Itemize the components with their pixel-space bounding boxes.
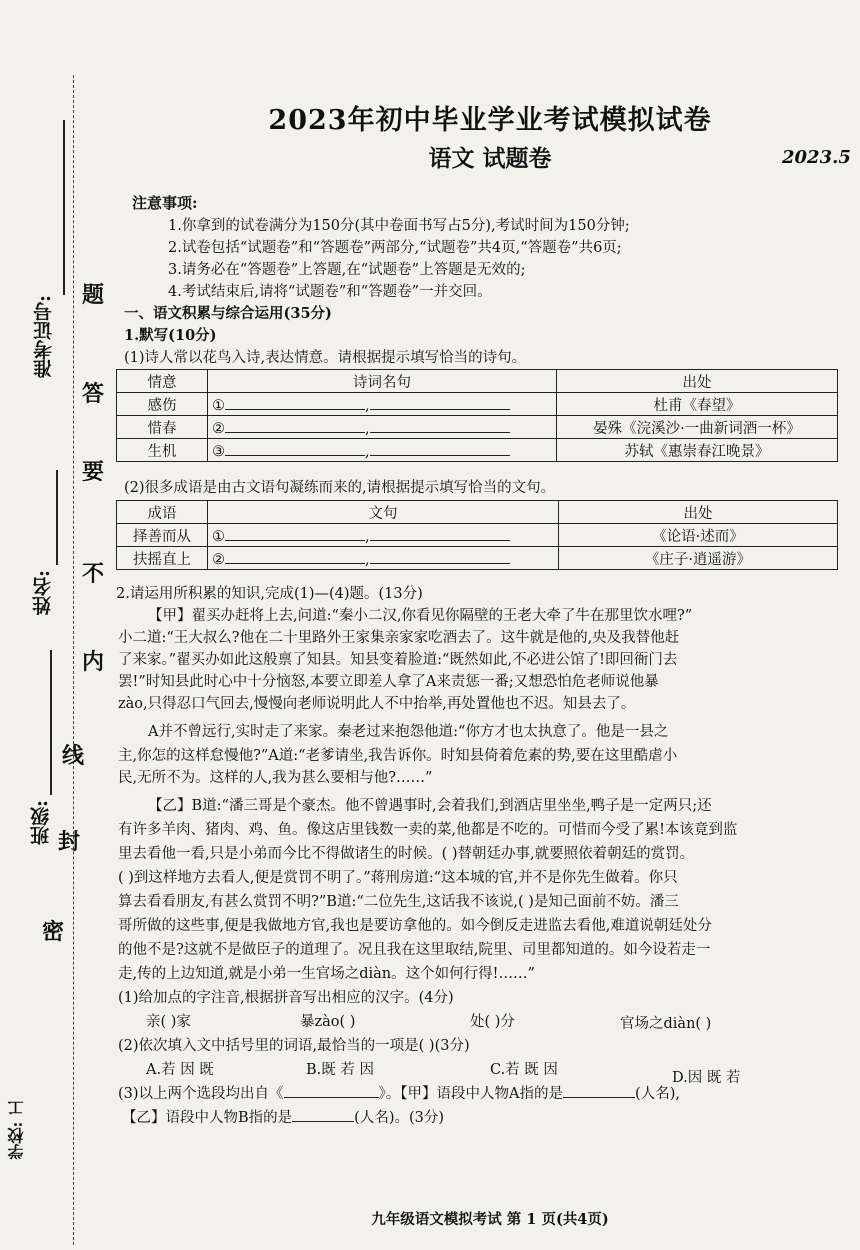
sub3-line2: 【乙】语段中人物B指的是 (人名)。(3分) [122, 1106, 444, 1127]
page-footer: 九年级语文模拟考试 第 1 页(共4页) [371, 1211, 609, 1228]
notice-item-4: 4.考试结束后,请将“试题卷”和“答题卷”一并交回。 [168, 284, 492, 300]
sub2-option-c[interactable]: C.若 既 因 [490, 1062, 558, 1078]
class-blank [50, 650, 52, 795]
class-label: 班级: [30, 800, 52, 846]
passage-line: 【甲】翟买办赶将上去,问道:“秦小二汉,你看见你隔壁的王老大牵了牛在那里饮水哩?” [148, 608, 693, 624]
table-row [117, 439, 838, 462]
table-row [117, 393, 838, 416]
source-cell: 杜甫《春望》 [557, 393, 838, 416]
section1-heading: 一、语文积累与综合运用(35分) [124, 305, 332, 322]
name-label: 姓名: [32, 570, 54, 616]
seal-char-3: 要 [81, 459, 104, 485]
q1-1-prompt: (1)诗人常以花鸟入诗,表达情意。请根据提示填写恰当的诗句。 [124, 350, 527, 366]
person-a-blank[interactable] [563, 1083, 635, 1098]
notice-item-1: 1.你拿到的试卷满分为150分(其中卷面书写占5分),考试时间为150分钟; [168, 218, 630, 234]
poem-table [116, 369, 838, 462]
table-row [117, 501, 838, 524]
table-row [117, 416, 838, 439]
notice-heading: 注意事项: [132, 194, 198, 212]
poem-answer-cell[interactable]: ① , [208, 393, 557, 416]
sub1-item-3[interactable]: 处( )分 [470, 1014, 515, 1030]
q1-heading: 1.默写(10分) [124, 327, 217, 344]
idiom-table [116, 500, 838, 570]
passage-line: A并不曾远行,实时走了来家。秦老过来抱怨他道:“你方才也太执意了。他是一县之 [148, 724, 669, 740]
seal-char-1: 题 [81, 282, 104, 308]
passage-line: 的他不是?这就不是做臣子的道理了。况且我在这里取结,院里、司里都知道的。如今设若走一 [118, 942, 711, 958]
passage-line: 【乙】B道:“潘三哥是个豪杰。他不曾遇事时,会着我们,到酒店里坐坐,鸭子是一定两只;还 [148, 798, 712, 814]
sub3-line1: (3)以上两个选段均出自《 》。【甲】语段中人物A指的是 (人名), [118, 1082, 680, 1103]
table-header: 出处 [559, 501, 838, 524]
sub2-prompt: (2)依次填入文中括号里的词语,最恰当的一项是( )(3分) [118, 1038, 470, 1054]
seal-char-8: 密 [41, 919, 64, 945]
sub1-item-2[interactable]: 暴zào( ) [300, 1014, 356, 1030]
sub1-prompt: (1)给加点的字注音,根据拼音写出相应的汉字。(4分) [118, 990, 454, 1006]
passage-line: zào,只得忍口气回去,慢慢向老师说明此人不中抬举,再处置他也不迟。知县去了。 [118, 696, 636, 712]
seal-dashed-line [73, 75, 74, 1245]
seal-char-7: 封 [57, 829, 80, 855]
table-header: 文句 [208, 501, 559, 524]
source-cell: 《庄子·逍遥游》 [559, 547, 838, 570]
person-b-blank[interactable] [292, 1107, 354, 1122]
sub1-item-4[interactable]: 官场之diàn( ) [620, 1016, 712, 1032]
passage-line: 哥所做的这些事,便是我做地方官,我也是要访拿他的。如今倒反走进监去看他,难道说朝廷处分 [118, 918, 712, 934]
passage-line: 罢!”时知县此时心中十分恼怒,本要立即差人拿了A来责惩一番;又想恐怕危老师说他暴 [118, 674, 659, 690]
emotion-cell: 生机 [117, 439, 208, 462]
emotion-cell: 感伤 [117, 393, 208, 416]
passage-line: 走,传的上边知道,就是小弟一生官场之diàn。这个如何行得!……” [118, 966, 535, 982]
seal-char-6: 线 [61, 743, 84, 769]
book-title-blank[interactable] [284, 1083, 379, 1098]
table-row [117, 370, 838, 393]
sub2-option-d[interactable]: D.因 既 若 [672, 1070, 741, 1086]
exam-title: 2023年初中毕业学业考试模拟试卷 [268, 105, 712, 136]
q1-2-prompt: (2)很多成语是由古文语句凝练而来的,请根据提示填写恰当的文句。 [124, 480, 556, 496]
passage-line: 了来家。”翟买办如此这般禀了知县。知县变着脸道:“既然如此,不必进公馆了!即回衙门去 [118, 652, 678, 668]
q2-heading: 2.请运用所积累的知识,完成(1)—(4)题。(13分) [116, 586, 423, 602]
passage-line: 小二道:“王大叔么?他在二十里路外王家集亲家家吃酒去了。这牛就是他的,央及我替他赶 [118, 630, 680, 646]
source-cell: 《论语·述而》 [559, 524, 838, 547]
exam-no-label: 准考证号: [33, 295, 55, 379]
table-header: 成语 [117, 501, 208, 524]
source-cell: 晏殊《浣溪沙·一曲新词酒一杯》 [557, 416, 838, 439]
poem-answer-cell[interactable]: ② , [208, 416, 557, 439]
binding-sidebar [0, 0, 120, 1250]
exam-date: 2023.5 [782, 147, 851, 168]
emotion-cell: 惜春 [117, 416, 208, 439]
passage-line: ( )到这样地方去看人,便是赏罚不明了。”蒋刑房道:“这本城的官,并不是你先生做着。你只 [118, 870, 678, 886]
passage-line: 民,无所不为。这样的人,我为甚么要相与他?……” [118, 770, 433, 786]
seal-char-5: 内 [81, 649, 104, 675]
passage-line: 里去看他一看,只是小弟而今比不得做诸生的时候。( )替朝廷办事,就要照依着朝廷的赏罚。 [118, 846, 695, 862]
idiom-cell: 扶摇直上 [117, 547, 208, 570]
seal-char-2: 答 [81, 381, 104, 407]
passage-line: 算去看看朋友,有甚么赏罚不明?”B道:“二位先生,这话我不该说,( )是知己面前不妨。潘三 [118, 894, 679, 910]
passage-line: 主,你怎的这样怠慢他?”A道:“老爹请坐,我告诉你。时知县倚着危素的势,要在这里酷虐小 [118, 748, 678, 764]
exam-subtitle: 语文 试题卷 [428, 145, 552, 172]
table-row [117, 547, 838, 570]
table-header: 情意 [117, 370, 208, 393]
idiom-answer-cell[interactable]: ② , [208, 547, 559, 570]
sub2-option-b[interactable]: B.既 若 因 [306, 1062, 374, 1078]
source-cell: 苏轼《惠崇春江晚景》 [557, 439, 838, 462]
idiom-answer-cell[interactable]: ① , [208, 524, 559, 547]
school-label: 学校: 工 [7, 1100, 26, 1160]
notice-item-3: 3.请务必在“答题卷”上答题,在“试题卷”上答题是无效的; [168, 262, 526, 278]
table-row [117, 524, 838, 547]
sub1-item-1[interactable]: 亲( )家 [146, 1014, 191, 1030]
table-header: 出处 [557, 370, 838, 393]
notice-item-2: 2.试卷包括“试题卷”和“答题卷”两部分,“试题卷”共4页,“答题卷”共6页; [168, 240, 622, 256]
sub2-option-a[interactable]: A.若 因 既 [146, 1062, 214, 1078]
idiom-cell: 择善而从 [117, 524, 208, 547]
passage-line: 有许多羊肉、猪肉、鸡、鱼。像这店里钱数一卖的菜,他都是不吃的。可惜而今受了累!本该竟到监 [118, 822, 738, 838]
exam-no-blank [63, 120, 65, 295]
table-header: 诗词名句 [208, 370, 557, 393]
name-blank [56, 470, 58, 565]
poem-answer-cell[interactable]: ③ , [208, 439, 557, 462]
seal-char-4: 不 [81, 561, 104, 587]
